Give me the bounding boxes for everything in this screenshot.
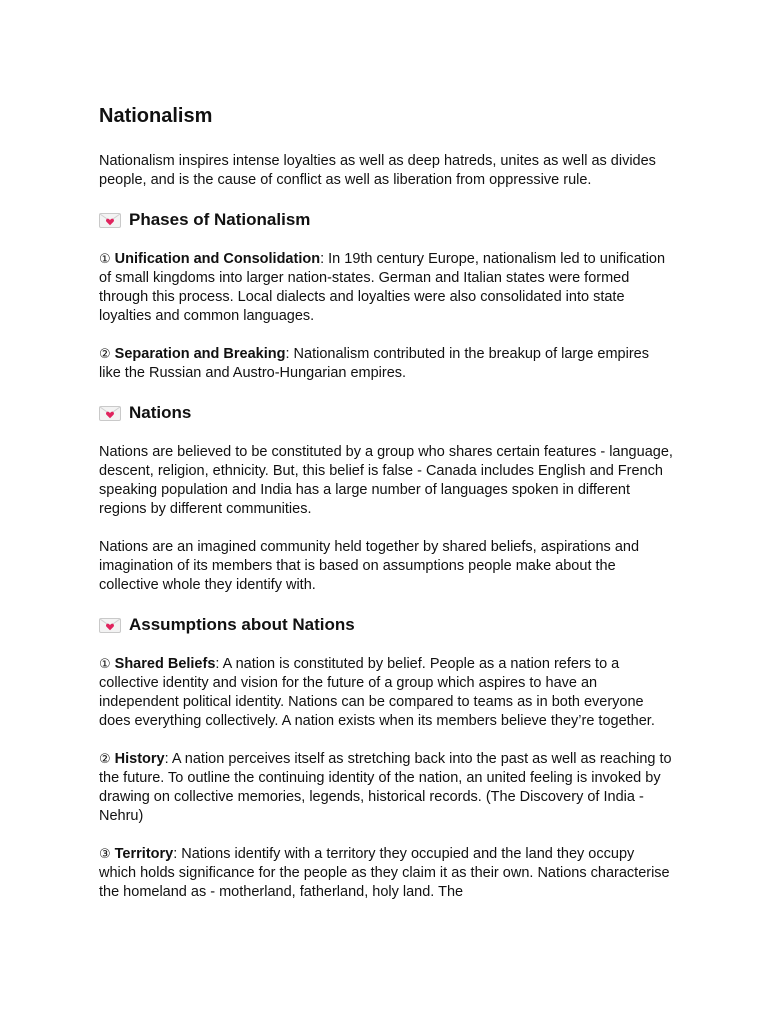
- number-marker: ③: [99, 847, 111, 862]
- item-term: History: [114, 751, 165, 767]
- item-term: Unification and Consolidation: [114, 251, 321, 267]
- heart-envelope-icon: [99, 406, 121, 421]
- item-text: : A nation perceives itself as stretching back into the past as well as reaching to the future. To outline the continuing identity of the nation, an united feeling is invoked by drawing on collective memories, legends, historical records. (The Discovery of India - Nehru): [99, 751, 672, 824]
- section-heading-assumptions: [99, 614, 674, 636]
- item-text: : A nation is constituted by belief. People as a nation refers to a collective identity and vision for the future of a group which aspires to have an independent political identity. Nations can be compared to teams as in both everyone does everything collectively. A nation exists when its members believe they’re together.: [99, 656, 655, 729]
- item-term: Shared Beliefs: [114, 656, 216, 672]
- paragraph: Nations are an imagined community held together by shared beliefs, aspirations and imagination of its members that is based on assumptions people make about the collective whole they identify with.: [99, 539, 640, 593]
- section-heading-text: Phases of Nationalism: [129, 210, 311, 229]
- intro-paragraph: Nationalism inspires intense loyalties as well as deep hatreds, unites as well as divides people, and is the cause of conflict as well as liberation from oppressive rule.: [99, 153, 656, 188]
- list-item: [99, 655, 674, 731]
- heart-envelope-icon: [99, 213, 121, 228]
- item-text: : Nations identify with a territory they occupied and the land they occupy which holds significance for the people as they claim it as their own. Nations characterise the homeland as - motherland, fatherland, holy land. The: [99, 846, 670, 900]
- list-item: [99, 845, 674, 902]
- list-item: [99, 345, 674, 383]
- section-heading-nations: [99, 402, 674, 424]
- section-heading-phases: [99, 209, 674, 231]
- list-item: [99, 250, 674, 326]
- list-item: [99, 750, 674, 826]
- heart-envelope-icon: [99, 618, 121, 633]
- number-marker: ①: [99, 252, 111, 267]
- page-title: Nationalism: [99, 105, 213, 127]
- section-heading-text: Nations: [129, 403, 192, 422]
- number-marker: ②: [99, 347, 111, 362]
- item-term: Territory: [114, 846, 174, 862]
- item-text: : In 19th century Europe, nationalism led to unification of small kingdoms into larger nation-states. German and Italian states were formed through this process. Local dialects and loyalties were also consolidated into state loyalties and common languages.: [99, 251, 666, 324]
- paragraph: Nations are believed to be constituted by a group who shares certain features - language, descent, religion, ethnicity. But, this belief is false - Canada includes English and French speaking population and India has a large number of languages spoken in different regions by different communities.: [99, 444, 673, 517]
- number-marker: ①: [99, 657, 111, 672]
- item-text: : Nationalism contributed in the breakup of large empires like the Russian and Austro-Hungarian empires.: [99, 346, 649, 381]
- document-content: [99, 103, 674, 902]
- item-term: Separation and Breaking: [114, 346, 286, 362]
- number-marker: ②: [99, 752, 111, 767]
- section-heading-text: Assumptions about Nations: [129, 615, 355, 634]
